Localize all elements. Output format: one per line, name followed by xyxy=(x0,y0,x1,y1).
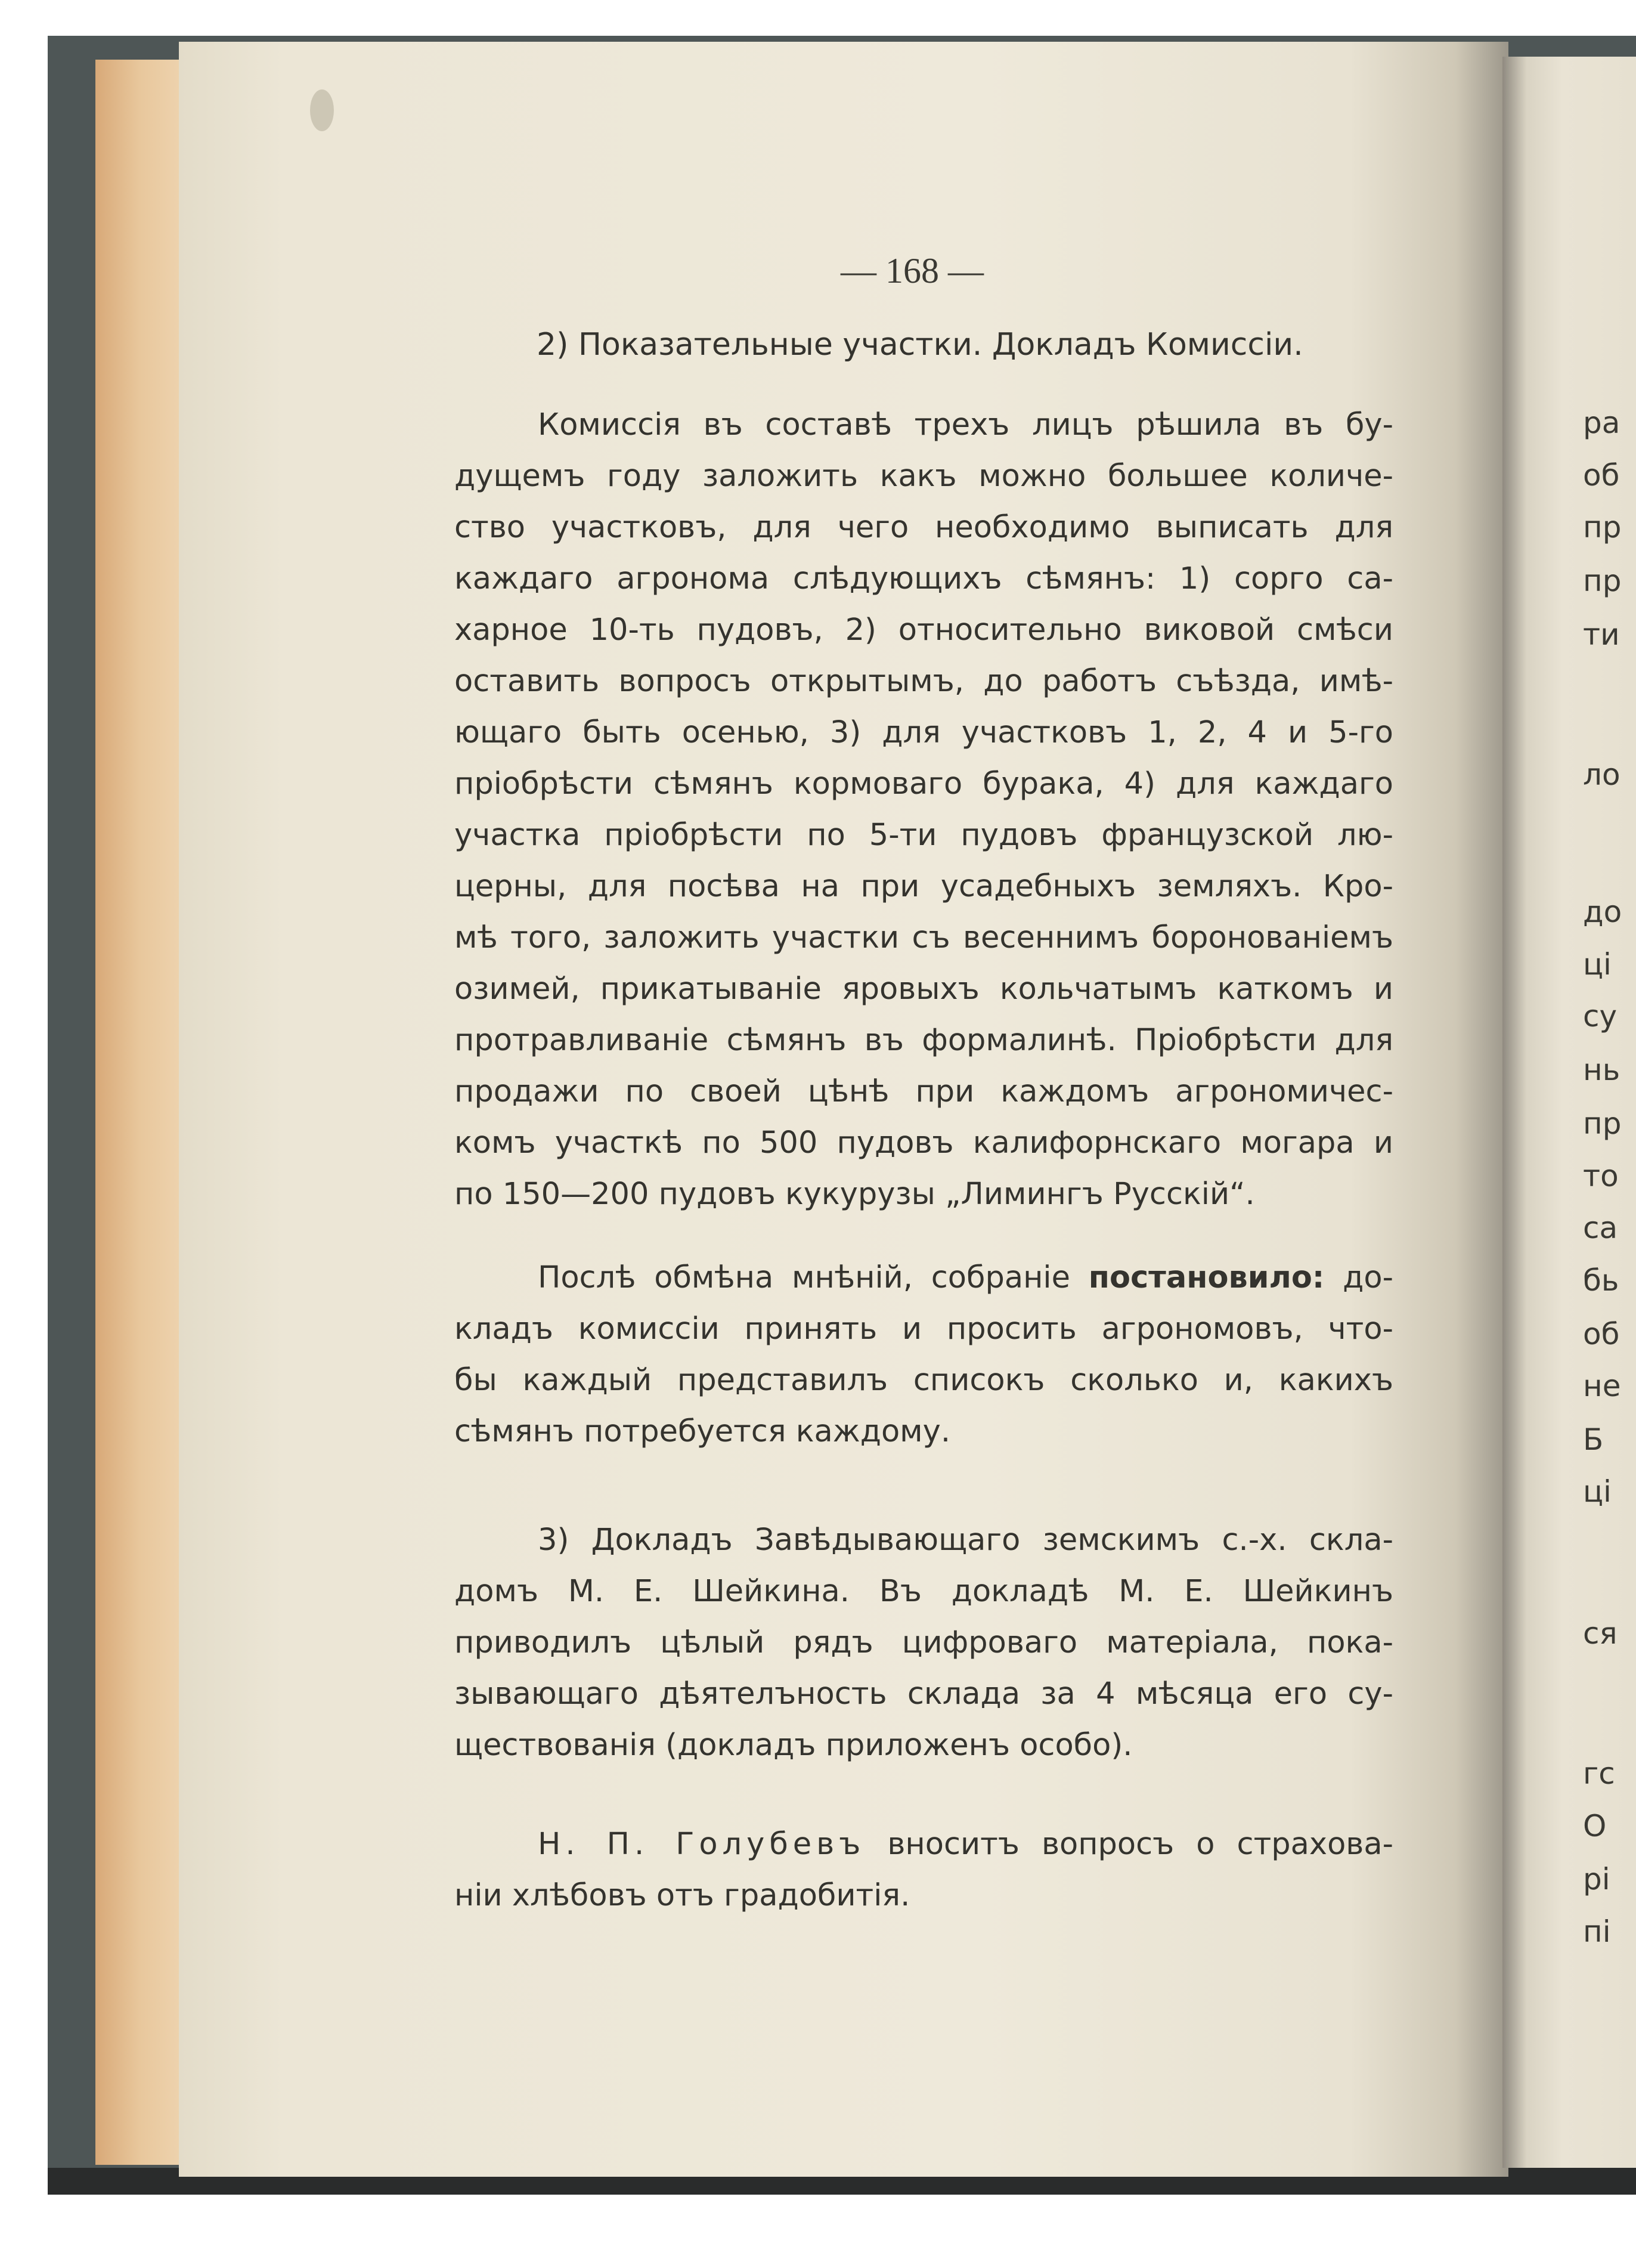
right-page-fragment: об xyxy=(1583,1317,1620,1351)
text-line: 3) Докладъ Завѣдывающаго земскимъ с.-х. скла- xyxy=(538,1523,1393,1558)
text-line: пріобрѣсти сѣмянъ кормоваго бурака, 4) для каждаго xyxy=(454,766,1393,802)
text-line: комъ участкѣ по 500 пудовъ калифорнскаго могара и xyxy=(454,1125,1393,1161)
text-line: церны, для посѣва на при усадебныхъ земляхъ. Кро- xyxy=(454,869,1393,904)
text-line: мѣ того, заложить участки съ весеннимъ боронованіемъ xyxy=(454,920,1393,955)
text-line: сѣмянъ потребуется каждому. xyxy=(454,1414,951,1449)
text-line: ществованія (докладъ приложенъ особо). xyxy=(454,1728,1133,1763)
right-page-fragment: бь xyxy=(1583,1263,1619,1298)
text-line: бы каждый представилъ списокъ сколько и, какихъ xyxy=(454,1363,1393,1398)
right-page-fragment: пі xyxy=(1583,1914,1611,1949)
text-line: приводилъ цѣлый рядъ цифроваго матеріала, пока- xyxy=(454,1625,1393,1660)
right-page-fragment: гс xyxy=(1583,1756,1615,1791)
right-page-fragment: нь xyxy=(1583,1053,1620,1087)
text-line: участка пріобрѣсти по 5-ти пудовъ французской лю- xyxy=(454,818,1393,853)
text-line: продажи по своей цѣнѣ при каждомъ агрономичес- xyxy=(454,1074,1393,1109)
right-page-fragment: то xyxy=(1583,1159,1619,1193)
page-number: — 168 — xyxy=(841,251,984,290)
right-page-fragment: ти xyxy=(1583,617,1620,652)
right-page-fragment: ці xyxy=(1583,947,1612,982)
right-page-fragment: пр xyxy=(1583,510,1622,544)
text-line: оставить вопросъ открытымъ, до работъ съѣзда, имѣ- xyxy=(454,664,1393,699)
insurance-paragraph xyxy=(454,1819,1393,1922)
right-page-fragment: ра xyxy=(1583,406,1620,440)
right-page-fragment: не xyxy=(1583,1369,1621,1403)
resolution-line: Послѣ обмѣна мнѣній, собраніе постановило: до- xyxy=(538,1260,1394,1295)
right-page-fragment: ці xyxy=(1583,1474,1612,1509)
person-name: Н. П. Голубевъ xyxy=(538,1827,866,1862)
right-page-fragment: ся xyxy=(1583,1616,1618,1651)
text-line: ющаго быть осенью, 3) для участковъ 1, 2, 4 и 5-го xyxy=(454,715,1393,750)
text-line: по 150—200 пудовъ кукурузы „Лимингъ Русскій“. xyxy=(454,1177,1255,1212)
text-line: зывающаго дѣятелъность склада за 4 мѣсяца его су- xyxy=(454,1676,1393,1712)
text-line: дущемъ году заложить какъ можно большее количе- xyxy=(454,459,1393,494)
right-page-fragment: до xyxy=(1583,895,1622,929)
text-line: озимей, прикатываніе яровыхъ кольчатымъ каткомъ и xyxy=(454,971,1393,1007)
right-page-fragment: пр xyxy=(1583,1106,1622,1141)
resolution-keyword: постановило: xyxy=(1088,1260,1325,1295)
right-page-fragment: пр xyxy=(1583,564,1622,598)
right-page-fragment: са xyxy=(1583,1211,1618,1245)
right-page-fragment: су xyxy=(1583,999,1618,1034)
right-page-fragment: рі xyxy=(1583,1862,1610,1896)
text-line: кладъ комиссіи принять и просить агрономовъ, что- xyxy=(454,1311,1393,1347)
paper-stain xyxy=(310,89,334,131)
insurance-line: Н. П. Голубевъ вноситъ вопросъ о страхова- xyxy=(538,1827,1393,1862)
text-line: ство участковъ, для чего необходимо выписать для xyxy=(454,510,1393,545)
text-line: протравливаніе сѣмянъ въ формалинѣ. Пріобрѣсти для xyxy=(454,1023,1393,1058)
right-page-fragment: ло xyxy=(1583,757,1620,792)
right-page-text-fragments xyxy=(1583,0,1636,2268)
right-page-fragment: Б xyxy=(1583,1422,1604,1457)
text-line: каждаго агронома слѣдующихъ сѣмянъ: 1) сорго са- xyxy=(454,561,1393,596)
right-page-fragment: О xyxy=(1583,1809,1607,1843)
text-line: домъ М. Е. Шейкина. Въ докладѣ М. Е. Шейкинъ xyxy=(454,1574,1393,1609)
right-page-fragment: об xyxy=(1583,458,1620,493)
resolution-paragraph xyxy=(454,1252,1393,1458)
section-3-paragraph xyxy=(454,1515,1393,1771)
text-line: харное 10-ть пудовъ, 2) относительно виковой смѣси xyxy=(454,612,1393,648)
insurance-line: ніи хлѣбовъ отъ градобитія. xyxy=(454,1878,910,1913)
section-2-heading: 2) Показательные участки. Докладъ Комиссіи. xyxy=(537,327,1303,363)
section-2-paragraph xyxy=(454,400,1393,1220)
text-line: Комиссія въ составѣ трехъ лицъ рѣшила въ бу- xyxy=(538,407,1393,443)
